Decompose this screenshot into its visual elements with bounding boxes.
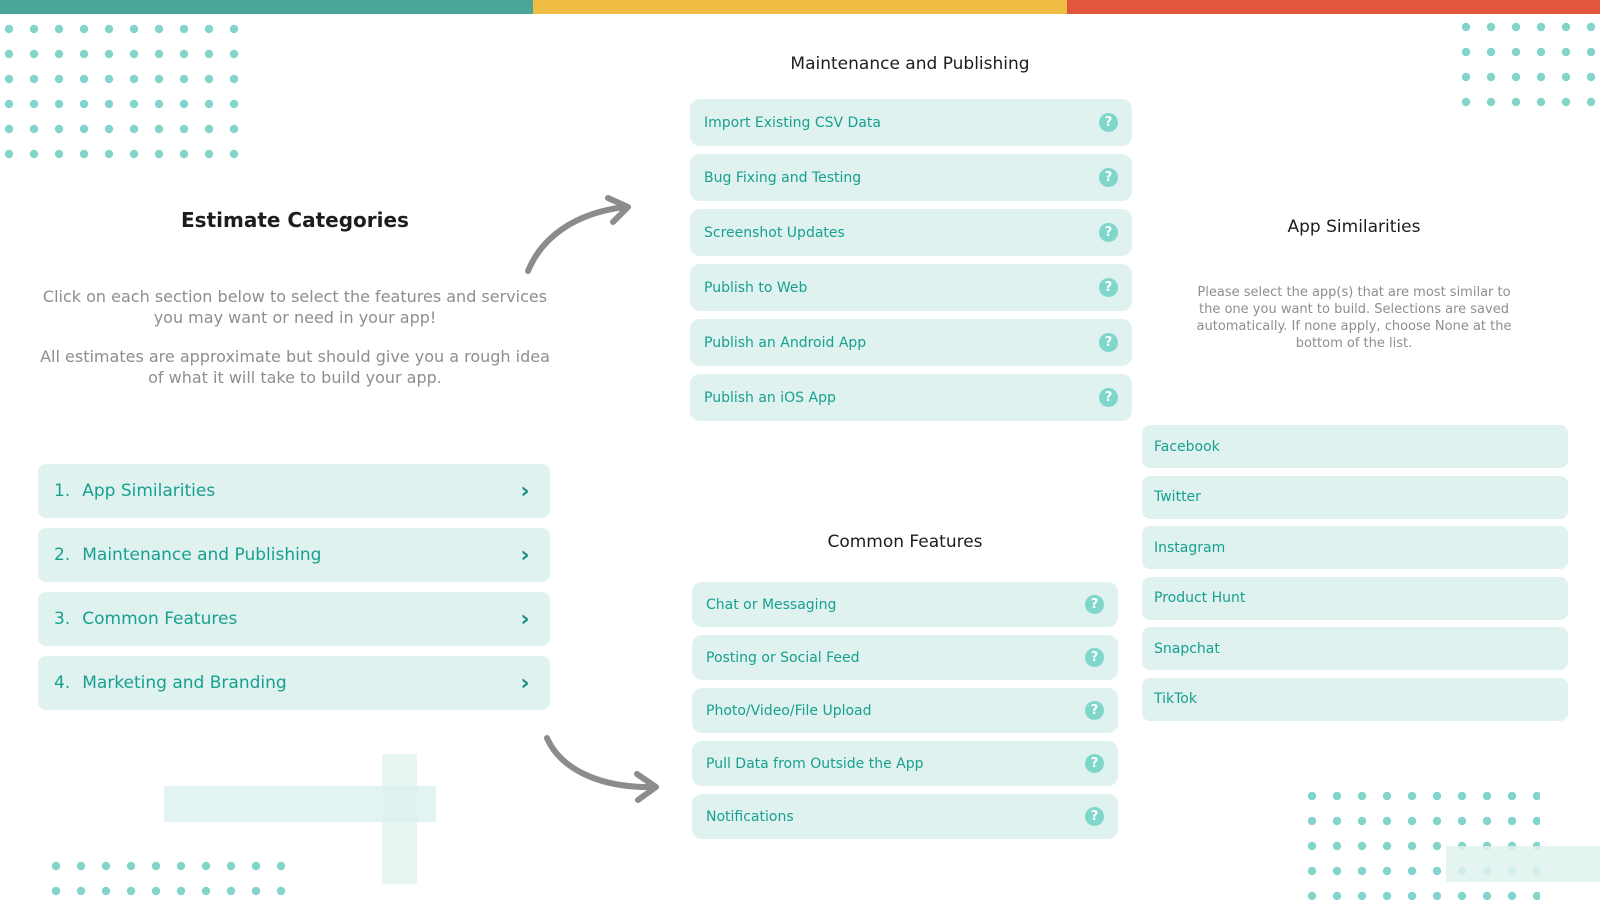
feature-label: Bug Fixing and Testing [704, 169, 862, 186]
common-feature-list [692, 582, 1118, 847]
feature-label: Screenshot Updates [704, 224, 845, 241]
help-icon[interactable]: ? [1099, 278, 1118, 297]
app-option-tiktok[interactable]: TikTok [1142, 678, 1568, 721]
category-marketing-branding[interactable] [38, 656, 550, 710]
help-icon[interactable]: ? [1085, 595, 1104, 614]
intro-paragraph-2: All estimates are approximate but should give you a rough idea of what it will take to build your app. [40, 347, 550, 387]
arrow-up-right-icon [520, 195, 640, 280]
app-option-instagram[interactable]: Instagram [1142, 526, 1568, 569]
feature-notifications[interactable] [692, 794, 1118, 839]
chevron-right-icon: › [520, 478, 530, 504]
app-option-snapchat[interactable]: Snapchat [1142, 627, 1568, 670]
help-icon[interactable]: ? [1099, 388, 1118, 407]
feature-chat-messaging[interactable] [692, 582, 1118, 627]
help-icon[interactable]: ? [1099, 113, 1118, 132]
chevron-right-icon: › [520, 606, 530, 632]
app-similarities-description: Please select the app(s) that are most similar to the one you want to build. Selections are saved automatically. If none apply, choose None at the bottom of the list. [1196, 285, 1512, 351]
category-label: Common Features [82, 609, 238, 629]
category-label: App Similarities [82, 481, 216, 501]
feature-label: Import Existing CSV Data [704, 114, 881, 131]
help-icon[interactable]: ? [1085, 754, 1104, 773]
category-number: 1. [54, 481, 71, 501]
app-option-list [1142, 425, 1568, 728]
category-list [38, 464, 550, 720]
feature-label: Posting or Social Feed [706, 649, 860, 666]
top-bar-teal-segment [0, 0, 533, 14]
help-icon[interactable]: ? [1085, 701, 1104, 720]
maintenance-feature-list [690, 99, 1132, 429]
top-bar-red-segment [1067, 0, 1600, 14]
category-number: 2. [54, 545, 71, 565]
help-icon[interactable]: ? [1099, 333, 1118, 352]
app-option-facebook[interactable]: Facebook [1142, 425, 1568, 468]
help-icon[interactable]: ? [1099, 223, 1118, 242]
feature-screenshot-updates[interactable] [690, 209, 1132, 256]
help-icon[interactable]: ? [1085, 648, 1104, 667]
feature-label: Photo/Video/File Upload [706, 702, 872, 719]
estimate-intro [40, 286, 550, 406]
feature-publish-ios[interactable] [690, 374, 1132, 421]
help-icon[interactable]: ? [1099, 168, 1118, 187]
feature-label: Publish to Web [704, 279, 808, 296]
feature-label: Publish an iOS App [704, 389, 836, 406]
category-common-features[interactable] [38, 592, 550, 646]
feature-label: Publish an Android App [704, 334, 867, 351]
estimate-categories-title: Estimate Categories [181, 208, 409, 232]
app-option-twitter[interactable]: Twitter [1142, 476, 1568, 519]
category-maintenance-publishing[interactable] [38, 528, 550, 582]
chevron-right-icon: › [520, 670, 530, 696]
feature-publish-web[interactable] [690, 264, 1132, 311]
feature-label: Notifications [706, 808, 794, 825]
category-number: 3. [54, 609, 71, 629]
category-label: Marketing and Branding [82, 673, 287, 693]
chevron-right-icon: › [520, 542, 530, 568]
feature-bug-fixing[interactable] [690, 154, 1132, 201]
maintenance-publishing-title: Maintenance and Publishing [790, 54, 1030, 74]
dot-grid-bottom-left [44, 854, 294, 900]
top-color-bar [0, 0, 1600, 14]
dot-grid-top-right [1454, 14, 1600, 114]
app-similarities-title: App Similarities [1287, 217, 1421, 237]
feature-import-csv[interactable] [690, 99, 1132, 146]
help-icon[interactable]: ? [1085, 807, 1104, 826]
app-option-product-hunt[interactable]: Product Hunt [1142, 577, 1568, 620]
arrow-down-right-icon [538, 730, 668, 805]
category-label: Maintenance and Publishing [82, 545, 322, 565]
common-features-title: Common Features [827, 532, 983, 552]
category-number: 4. [54, 673, 71, 693]
intro-paragraph-1: Click on each section below to select the features and services you may want or need in your app! [42, 287, 548, 327]
feature-label: Chat or Messaging [706, 596, 837, 613]
top-bar-yellow-segment [533, 0, 1066, 14]
dot-grid-bottom-right [1300, 784, 1540, 900]
feature-social-feed[interactable] [692, 635, 1118, 680]
decorative-bar-bottom-right [1446, 846, 1600, 882]
feature-file-upload[interactable] [692, 688, 1118, 733]
dot-grid-top-left [0, 14, 240, 174]
feature-label: Pull Data from Outside the App [706, 755, 924, 772]
feature-publish-android[interactable] [690, 319, 1132, 366]
feature-pull-data[interactable] [692, 741, 1118, 786]
category-app-similarities[interactable] [38, 464, 550, 518]
decorative-bar-vertical [382, 754, 417, 884]
